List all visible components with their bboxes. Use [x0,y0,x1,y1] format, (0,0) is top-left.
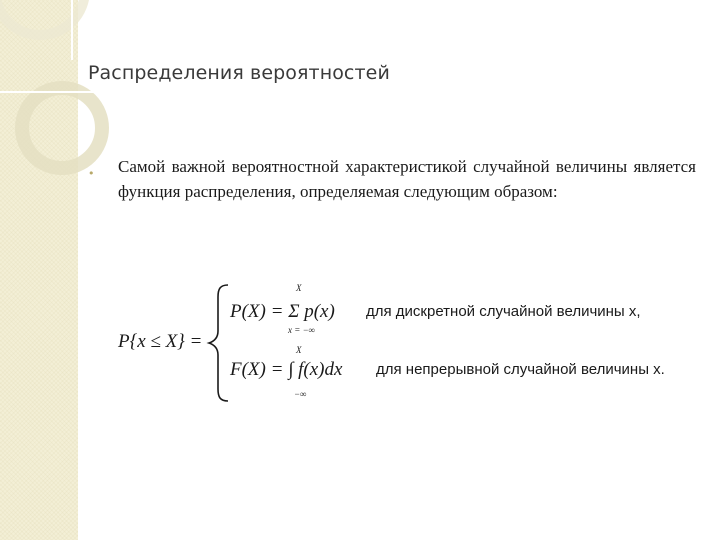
sum-upper-limit: X [296,283,302,293]
formula-brace [209,285,228,401]
sum-lower-limit: x = −∞ [288,325,316,335]
formula-case2-caption: для непрерывной случайной величины x. [376,361,665,378]
formula-lhs: P{x ≤ X} = [118,331,203,352]
formula-case2-expr: F(X) = ∫ f(x)dx [230,359,343,380]
slide-title: Распределения вероятностей [88,62,390,84]
decorative-rings [0,0,120,220]
bullet-marker: • [88,167,95,180]
integral-upper-limit: X [296,345,302,355]
formula-case1-caption: для дискретной случайной величины x, [366,303,641,320]
distribution-formula [110,275,715,405]
integral-lower-limit: −∞ [294,389,307,399]
formula-case1-expr: P(X) = Σ p(x) [230,301,335,322]
body-paragraph: Самой важной вероятностной характеристикой случайной величины является функция распределения, определяемая следующим образом: [118,157,696,201]
